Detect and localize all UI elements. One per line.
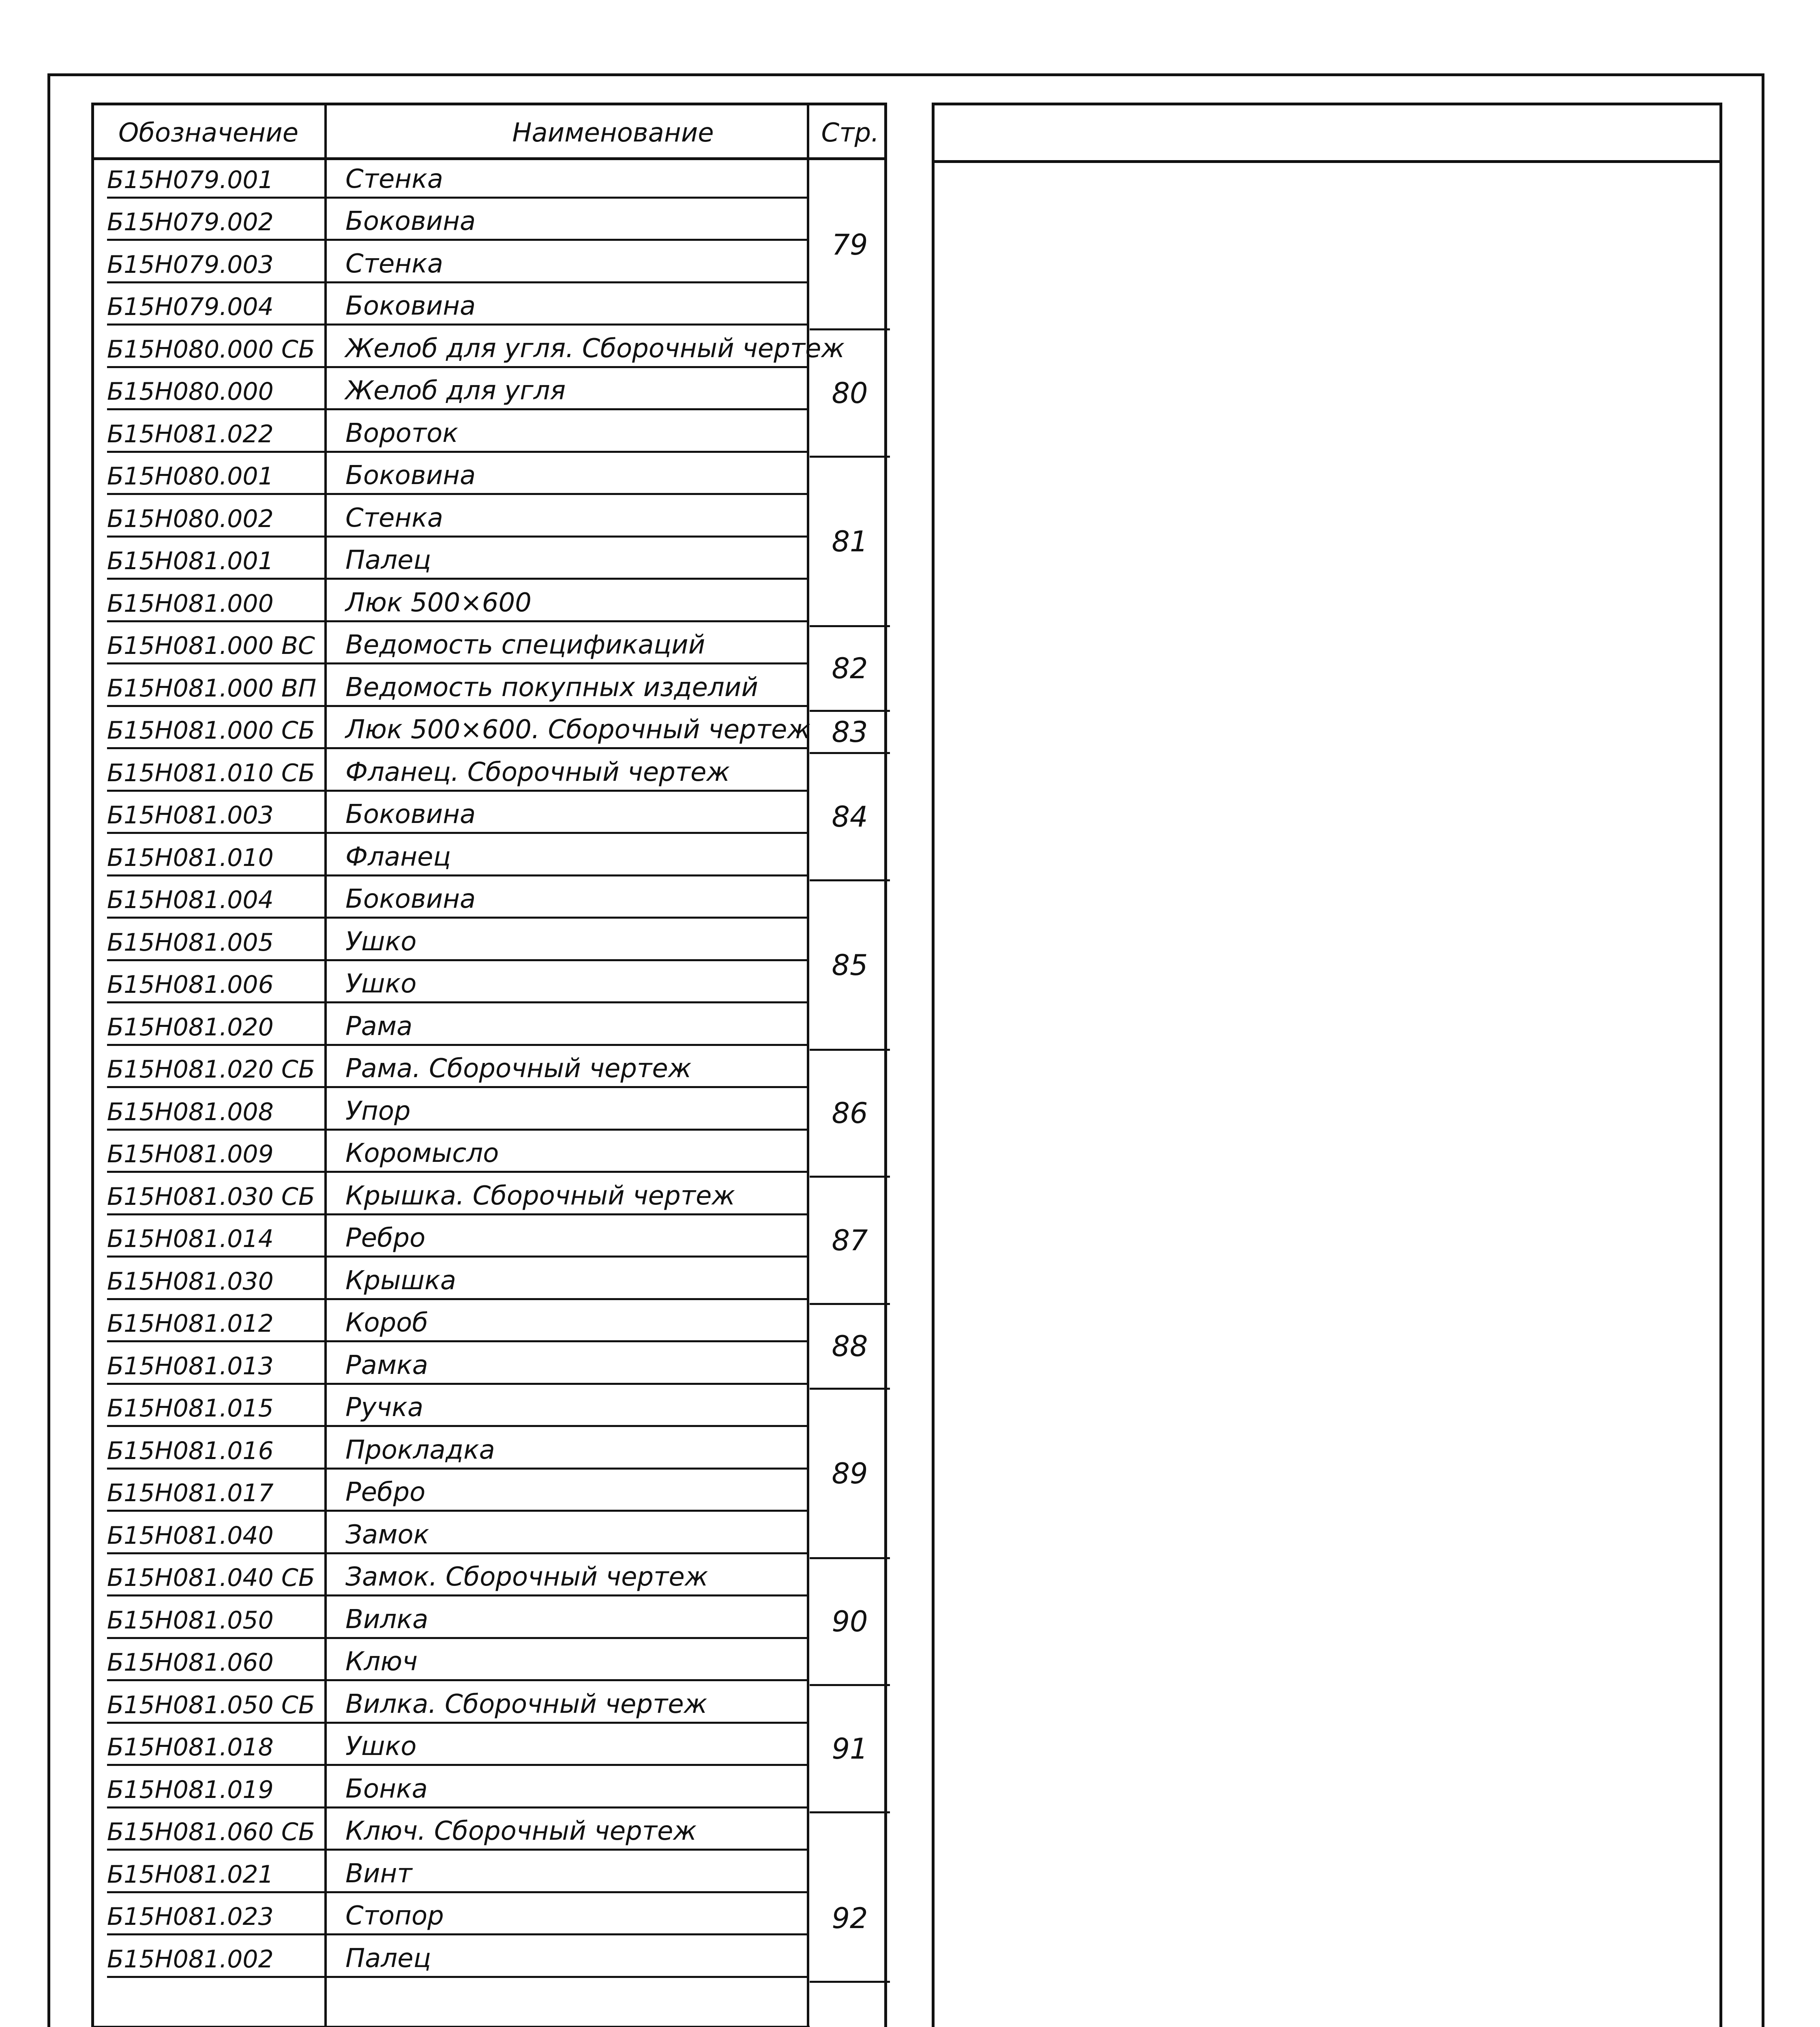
row-designation: Б15Н081.000 СБ (107, 716, 415, 749)
row-name: Замок (337, 1520, 808, 1554)
table-row (94, 669, 890, 711)
table-row (94, 1050, 890, 1093)
row-name: Фланец. Сборочный чертеж (337, 757, 808, 792)
row-designation: Б15Н081.030 (107, 1267, 415, 1300)
table-row (94, 1897, 890, 1940)
row-designation: Б15Н081.004 (107, 886, 415, 919)
table-row (94, 1219, 890, 1262)
row-designation: Б15Н081.008 (107, 1098, 415, 1131)
row-designation: Б15Н081.017 (107, 1479, 415, 1512)
row-designation: Б15Н079.003 (107, 251, 415, 283)
table-row (94, 1135, 890, 1177)
row-designation: Б15Н081.050 СБ (107, 1691, 415, 1724)
row-name: Ключ. Сборочный чертеж (337, 1816, 808, 1851)
table-row (94, 1558, 890, 1601)
row-name: Вилка. Сборочный чертеж (337, 1689, 808, 1724)
row-name: Вороток (337, 418, 808, 453)
row-name: Боковина (337, 884, 808, 919)
page-number: 85 (832, 948, 868, 982)
table-row (94, 753, 890, 796)
row-name: Люк 500×600. Сборочный чертеж (337, 715, 808, 749)
page-number: 79 (832, 228, 868, 261)
table-row (94, 1431, 890, 1474)
table-row (94, 1177, 890, 1219)
row-name: Рамка (337, 1350, 808, 1385)
row-designation: Б15Н081.013 (107, 1352, 415, 1385)
row-name: Ручка (337, 1393, 808, 1427)
row-designation: Б15Н081.060 (107, 1648, 415, 1681)
page-number: 84 (832, 800, 868, 834)
row-designation: Б15Н081.000 (107, 589, 415, 622)
row-designation: Б15Н081.000 ВП (107, 674, 415, 707)
table-row (94, 796, 890, 838)
row-designation: Б15Н081.018 (107, 1733, 415, 1766)
row-name: Ключ (337, 1647, 808, 1681)
row-designation: Б15Н080.001 (107, 462, 415, 495)
row-designation: Б15Н079.004 (107, 293, 415, 326)
index-table (91, 103, 887, 2027)
row-name: Ушко (337, 1731, 808, 1766)
row-designation: Б15Н079.001 (107, 166, 415, 199)
page-number: 89 (832, 1457, 868, 1490)
row-designation: Б15Н081.006 (107, 971, 415, 1003)
table-row (94, 1643, 890, 1686)
row-name: Ребро (337, 1223, 808, 1258)
page-number: 90 (832, 1605, 868, 1639)
column-header-name: Наименование (512, 118, 714, 148)
row-designation: Б15Н080.000 (107, 377, 415, 410)
row-name: Вилка (337, 1605, 808, 1639)
table-row (94, 1092, 890, 1135)
table-row (94, 1516, 890, 1558)
table-row (94, 1389, 890, 1431)
row-name: Ушко (337, 969, 808, 1003)
row-designation: Б15Н081.010 СБ (107, 759, 415, 792)
row-name: Рама. Сборочный чертеж (337, 1054, 808, 1088)
row-designation: Б15Н081.022 (107, 420, 415, 453)
row-designation: Б15Н081.000 ВС (107, 632, 415, 664)
row-name: Боковина (337, 461, 808, 495)
page-number: 87 (832, 1223, 868, 1257)
row-name: Стенка (337, 503, 808, 538)
row-name: Бонка (337, 1774, 808, 1808)
column-header-page: Стр. (821, 118, 879, 148)
table-row (94, 499, 890, 542)
column-header-designation: Обозначение (118, 118, 299, 148)
row-designation: Б15Н081.020 (107, 1013, 415, 1046)
row-name: Желоб для угля. Сборочный чертеж (337, 334, 808, 368)
row-name: Крышка. Сборочный чертеж (337, 1181, 808, 1215)
table-row (94, 1728, 890, 1770)
table-row (94, 1262, 890, 1304)
row-name: Упор (337, 1096, 808, 1131)
frame-left-border (47, 73, 50, 2027)
page-number: 82 (832, 652, 868, 685)
row-name: Боковина (337, 291, 808, 326)
table-row (94, 457, 890, 499)
table-row (94, 372, 890, 415)
row-designation: Б15Н081.050 (107, 1606, 415, 1639)
right-frame-header-divider (935, 160, 1719, 163)
page-group-divider (810, 1981, 890, 1983)
row-name: Прокладка (337, 1435, 808, 1470)
row-designation: Б15Н081.012 (107, 1309, 415, 1342)
row-name: Ведомость спецификаций (337, 630, 808, 664)
row-name: Люк 500×600 (337, 588, 808, 622)
right-blank-frame (932, 103, 1722, 2027)
table-row (94, 1007, 890, 1050)
row-name: Стенка (337, 249, 808, 283)
row-name: Крышка (337, 1266, 808, 1300)
row-designation: Б15Н081.009 (107, 1140, 415, 1173)
table-row (94, 160, 890, 203)
row-designation: Б15Н081.019 (107, 1776, 415, 1808)
row-designation: Б15Н081.005 (107, 928, 415, 961)
row-name: Ребро (337, 1477, 808, 1512)
table-row (94, 203, 890, 245)
table-row (94, 414, 890, 457)
frame-right-border (1762, 73, 1764, 2027)
table-row (94, 287, 890, 330)
row-designation: Б15Н081.001 (107, 547, 415, 580)
row-designation: Б15Н080.000 СБ (107, 335, 415, 368)
table-row (94, 626, 890, 669)
page-number: 80 (832, 376, 868, 410)
row-name: Винт (337, 1859, 808, 1893)
row-designation: Б15Н081.002 (107, 1945, 415, 1978)
table-row (94, 542, 890, 584)
row-designation: Б15Н081.060 СБ (107, 1818, 415, 1851)
page-number: 88 (832, 1330, 868, 1363)
table-row (94, 1601, 890, 1643)
row-name: Боковина (337, 206, 808, 241)
table-row (94, 330, 890, 372)
row-name: Коромысло (337, 1138, 808, 1173)
row-name: Ушко (337, 927, 808, 961)
table-row (94, 881, 890, 923)
row-designation: Б15Н081.020 СБ (107, 1055, 415, 1088)
row-designation: Б15Н080.002 (107, 505, 415, 538)
row-designation: Б15Н079.002 (107, 208, 415, 241)
page-number: 81 (832, 525, 868, 558)
table-row (94, 711, 890, 754)
row-name: Замок. Сборочный чертеж (337, 1562, 808, 1596)
row-name: Фланец (337, 842, 808, 876)
row-name: Палец (337, 1943, 808, 1978)
frame-top-border (47, 73, 1764, 76)
table-row (94, 923, 890, 965)
row-name: Короб (337, 1308, 808, 1342)
row-designation: Б15Н081.021 (107, 1860, 415, 1893)
row-designation: Б15Н081.023 (107, 1903, 415, 1935)
table-row (94, 1685, 890, 1728)
table-row (94, 1855, 890, 1897)
row-designation: Б15Н081.015 (107, 1394, 415, 1427)
row-designation: Б15Н081.040 (107, 1521, 415, 1554)
page-number: 92 (832, 1901, 868, 1935)
table-row (94, 1474, 890, 1516)
row-name: Рама (337, 1011, 808, 1046)
row-name: Стопор (337, 1901, 808, 1935)
row-designation: Б15Н081.040 СБ (107, 1564, 415, 1596)
table-row (94, 584, 890, 626)
row-name: Палец (337, 545, 808, 580)
table-row (94, 1770, 890, 1813)
row-designation: Б15Н081.003 (107, 801, 415, 834)
table-row (94, 1813, 890, 1855)
row-name: Стенка (337, 164, 808, 199)
table-row (94, 1346, 890, 1389)
row-designation: Б15Н081.014 (107, 1225, 415, 1258)
table-row (94, 838, 890, 881)
page-group-divider (810, 1811, 890, 1813)
table-row (94, 1939, 890, 1982)
row-designation: Б15Н081.016 (107, 1437, 415, 1470)
row-designation: Б15Н081.010 (107, 844, 415, 876)
page-number: 86 (832, 1097, 868, 1130)
row-name: Боковина (337, 799, 808, 834)
row-name: Желоб для угля (337, 376, 808, 410)
empty-row-line (94, 2026, 810, 2027)
table-row (94, 1304, 890, 1347)
table-row (94, 245, 890, 287)
row-designation: Б15Н081.030 СБ (107, 1183, 415, 1215)
page-number: 83 (832, 715, 868, 749)
page-number: 91 (832, 1732, 868, 1766)
table-row (94, 965, 890, 1008)
row-name: Ведомость покупных изделий (337, 673, 808, 707)
